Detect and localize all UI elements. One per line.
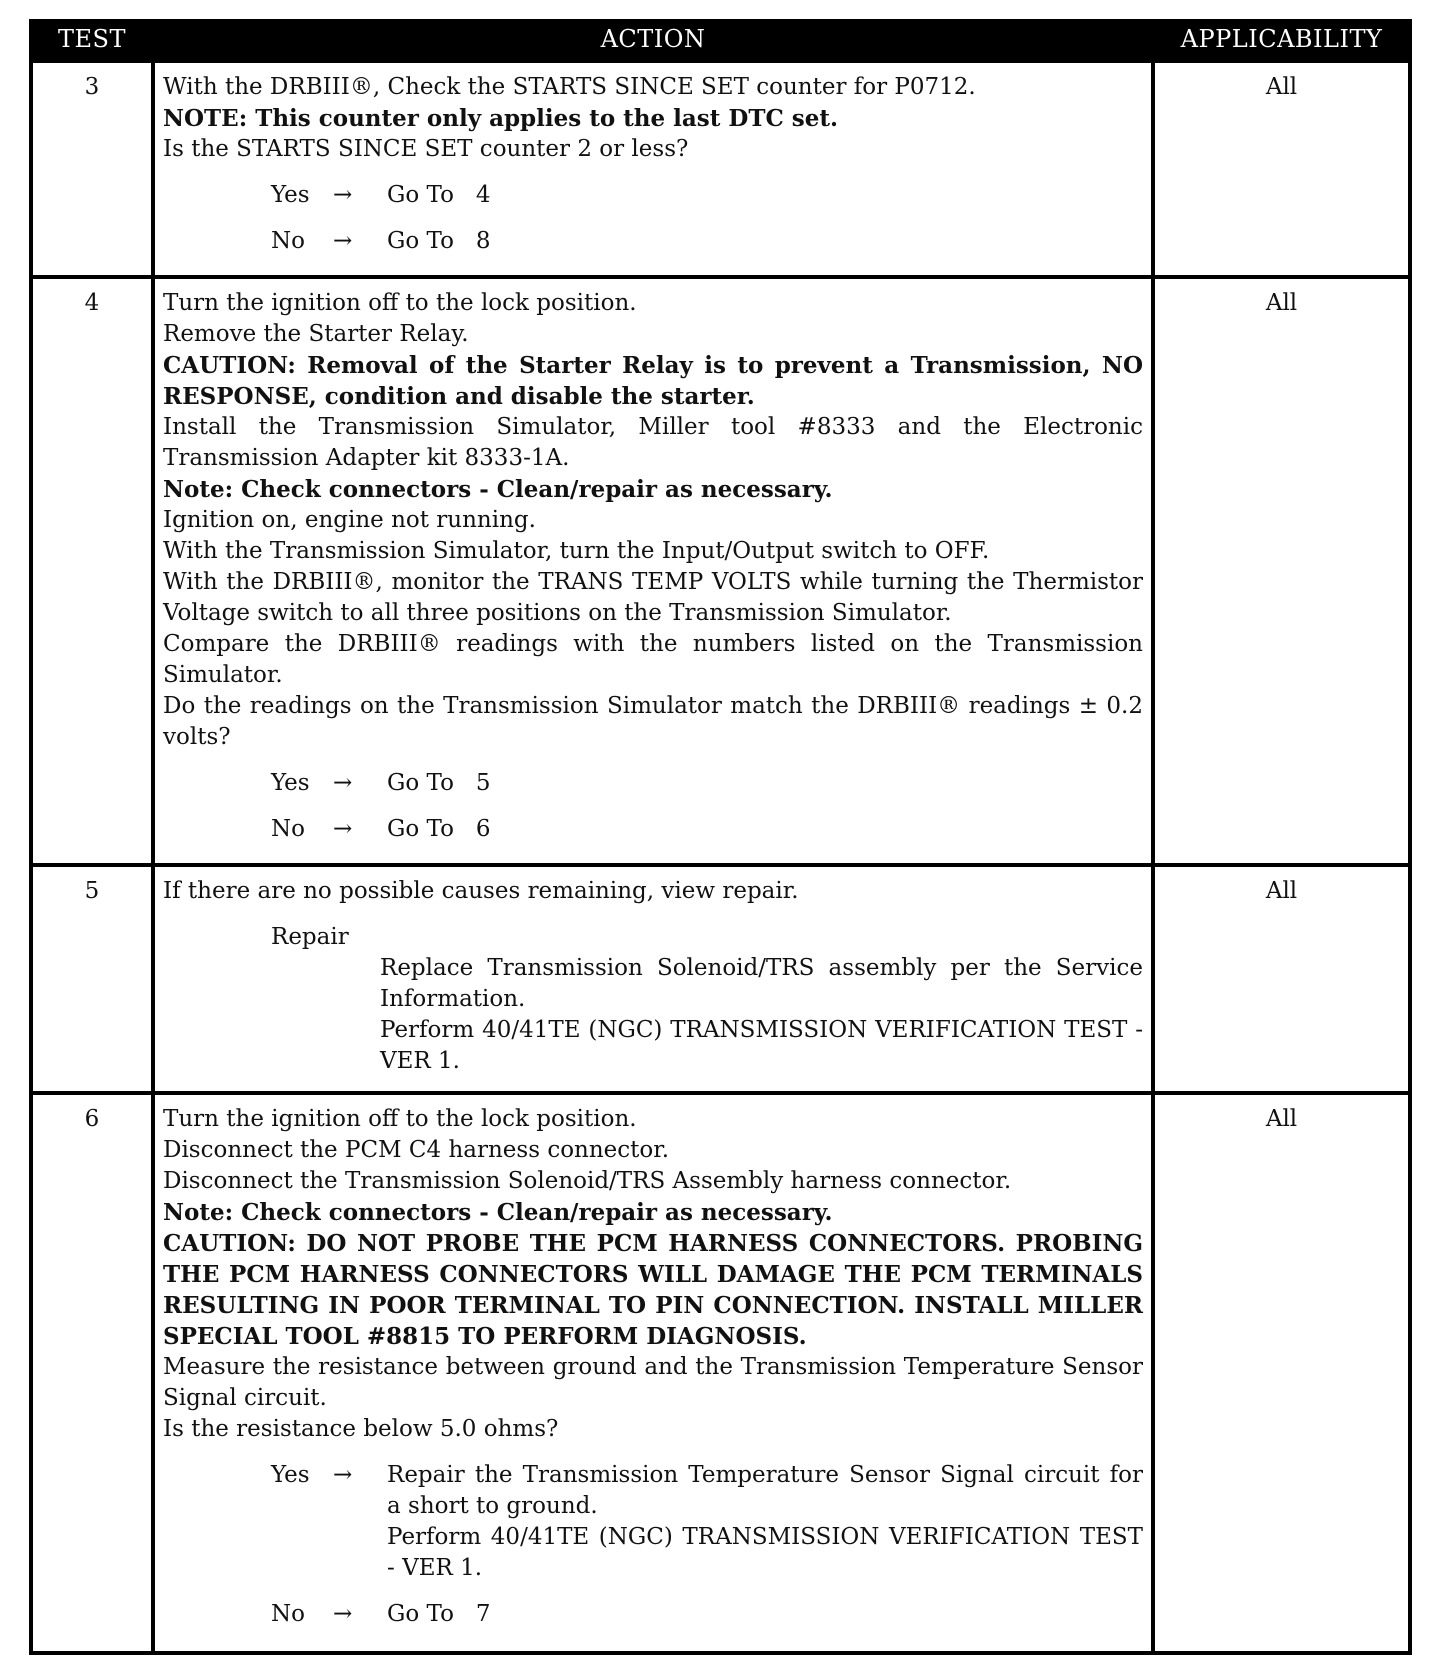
table-row-test-4: [31, 277, 1410, 865]
question-line: Do the readings on the Transmission Simulator match the DRBIII® readings ± 0.2 volts?: [163, 693, 1143, 750]
action-line: With the Transmission Simulator, turn the Input/Output switch to OFF.: [163, 538, 990, 564]
yes-branch: [163, 180, 1143, 211]
action-line: Measure the resistance between ground and the Transmission Temperature Sensor Signal circuit.: [163, 1354, 1143, 1411]
test-number: 3: [31, 61, 153, 277]
action-line: With the DRBIII®, Check the STARTS SINCE SET counter for P0712.: [163, 74, 976, 100]
action-line: Compare the DRBIII® readings with the numbers listed on the Transmission Simulator.: [163, 631, 1143, 688]
yes-target: Go To 5: [387, 770, 491, 796]
no-branch: [163, 226, 1143, 257]
repair-line: Perform 40/41TE (NGC) TRANSMISSION VERIFICATION TEST - VER 1.: [380, 1017, 1143, 1074]
action-line: Turn the ignition off to the lock position.: [163, 1106, 637, 1132]
action-line: With the DRBIII®, monitor the TRANS TEMP VOLTS while turning the Thermistor Voltage switch to all three positions on the Transmission Simulator.: [163, 569, 1143, 626]
action-line: Disconnect the PCM C4 harness connector.: [163, 1137, 670, 1163]
right-arrow-icon: →: [333, 816, 353, 842]
test-number: 4: [31, 277, 153, 865]
test-number: 5: [31, 865, 153, 1093]
right-arrow-icon: →: [333, 1462, 353, 1488]
header-row: [31, 19, 1410, 61]
right-arrow-icon: →: [333, 182, 353, 208]
yes-line: Repair the Transmission Temperature Sensor Signal circuit for a short to ground.: [387, 1462, 1143, 1519]
action-cell: [153, 865, 1153, 1093]
no-branch: [163, 1599, 1143, 1630]
right-arrow-icon: →: [333, 770, 353, 796]
action-line: Turn the ignition off to the lock position.: [163, 290, 637, 316]
no-branch: [163, 814, 1143, 845]
right-arrow-icon: →: [333, 228, 353, 254]
action-line: If there are no possible causes remaining, view repair.: [163, 878, 799, 904]
applicability-value: All: [1153, 61, 1410, 277]
yes-branch: [163, 768, 1143, 799]
no-target: Go To 7: [387, 1601, 491, 1627]
action-cell: [153, 1093, 1153, 1653]
repair-line: Replace Transmission Solenoid/TRS assembly per the Service Information.: [380, 955, 1143, 1012]
yes-label: Yes: [271, 770, 310, 796]
header-applicability: APPLICABILITY: [1153, 19, 1410, 61]
yes-target: Go To 4: [387, 182, 491, 208]
action-cell: [153, 61, 1153, 277]
applicability-value: All: [1153, 1093, 1410, 1653]
note-line: Note: Check connectors - Clean/repair as necessary.: [163, 1199, 833, 1226]
no-target: Go To 8: [387, 228, 491, 254]
repair-label: Repair: [271, 924, 349, 950]
caution-line: CAUTION: Removal of the Starter Relay is to prevent a Transmission, NO RESPONSE, condition and disable the starter.: [163, 352, 1143, 410]
question-line: Is the STARTS SINCE SET counter 2 or less?: [163, 136, 689, 162]
note-line: NOTE: This counter only applies to the last DTC set.: [163, 105, 838, 132]
action-line: Disconnect the Transmission Solenoid/TRS Assembly harness connector.: [163, 1168, 1012, 1194]
table-row-test-3: [31, 61, 1410, 277]
test-table: [29, 19, 1412, 1655]
no-label: No: [271, 1601, 305, 1627]
test-number: 6: [31, 1093, 153, 1653]
right-arrow-icon: →: [333, 1601, 353, 1627]
action-line: Install the Transmission Simulator, Miller tool #8333 and the Electronic Transmission Adapter kit 8333-1A.: [163, 414, 1143, 471]
table-row-test-6: [31, 1093, 1410, 1653]
repair-instructions: [380, 953, 1143, 1077]
no-label: No: [271, 816, 305, 842]
yes-label: Yes: [271, 1462, 310, 1488]
table-row-test-5: [31, 865, 1410, 1093]
applicability-value: All: [1153, 865, 1410, 1093]
applicability-value: All: [1153, 277, 1410, 865]
header-test: TEST: [31, 19, 153, 61]
yes-branch: [163, 1460, 1143, 1584]
action-line: Ignition on, engine not running.: [163, 507, 536, 533]
caution-line: CAUTION: DO NOT PROBE THE PCM HARNESS CONNECTORS. PROBING THE PCM HARNESS CONNECTORS WILL DAMAGE THE PCM TERMINALS RESULTING IN POOR TERMINAL TO PIN CONNECTION. INSTALL MILLER SPECIAL TOOL #8815 TO PERFORM DIAGNOSIS.: [163, 1230, 1143, 1350]
note-line: Note: Check connectors - Clean/repair as necessary.: [163, 476, 833, 503]
action-cell: [153, 277, 1153, 865]
action-line: Remove the Starter Relay.: [163, 321, 469, 347]
header-action: ACTION: [153, 19, 1153, 61]
no-target: Go To 6: [387, 816, 491, 842]
yes-line: Perform 40/41TE (NGC) TRANSMISSION VERIFICATION TEST - VER 1.: [387, 1524, 1143, 1581]
yes-label: Yes: [271, 182, 310, 208]
yes-instructions: [387, 1460, 1143, 1584]
repair-block: [163, 922, 1143, 1077]
no-label: No: [271, 228, 305, 254]
diagnostic-procedure-table: [29, 19, 1408, 1655]
question-line: Is the resistance below 5.0 ohms?: [163, 1416, 559, 1442]
